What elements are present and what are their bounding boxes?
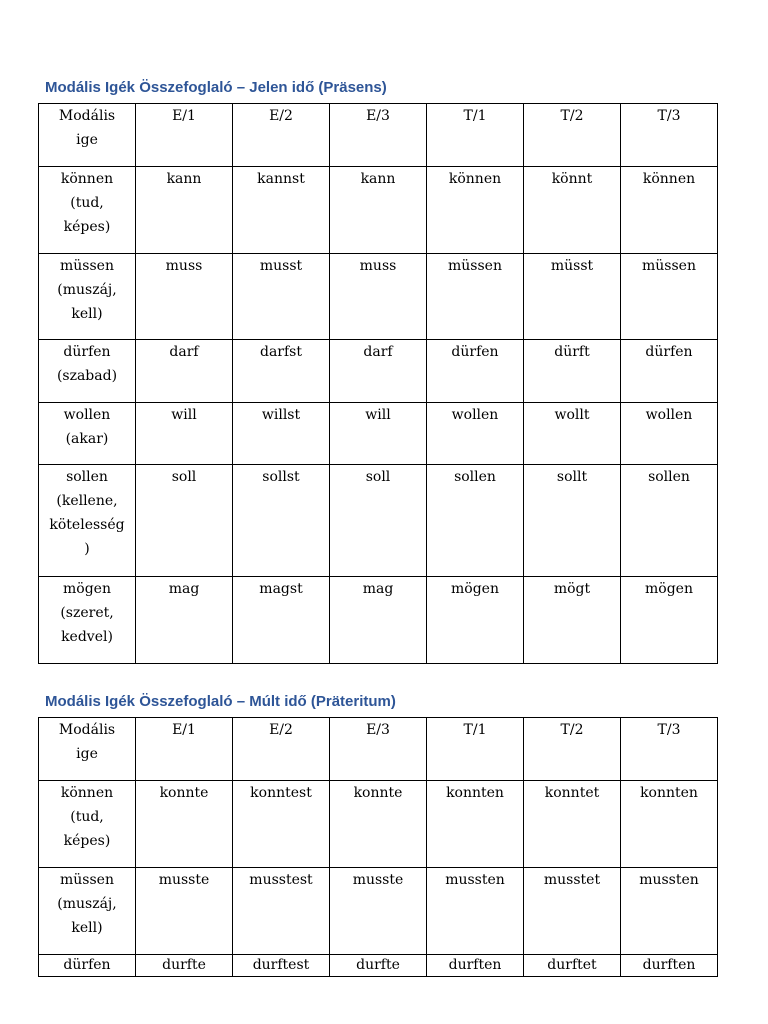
form-cell: mussten <box>621 868 718 955</box>
form-cell: dürfen <box>621 340 718 403</box>
form-cell: können <box>621 167 718 254</box>
verb-text: dürfen <box>63 957 111 973</box>
header-cell-t2: T/2 <box>524 718 621 781</box>
table-prasens <box>38 103 718 664</box>
header-cell-e3: E/3 <box>330 718 427 781</box>
form-cell: kann <box>136 167 233 254</box>
form-cell: dürft <box>524 340 621 403</box>
verb-text: mögen <box>63 581 111 597</box>
header-text: ige <box>76 746 98 762</box>
verb-text: müssen <box>60 872 114 888</box>
form-cell: mag <box>136 577 233 664</box>
form-cell: sollst <box>233 465 330 577</box>
header-cell-e3: E/3 <box>330 104 427 167</box>
form-cell: sollen <box>621 465 718 577</box>
form-cell: muss <box>330 254 427 340</box>
form-cell: konntest <box>233 781 330 868</box>
header-cell-e1: E/1 <box>136 104 233 167</box>
form-cell: müsst <box>524 254 621 340</box>
form-cell: durfte <box>330 955 427 977</box>
form-cell: darfst <box>233 340 330 403</box>
verb-cell <box>39 167 136 254</box>
form-cell: durften <box>427 955 524 977</box>
form-cell: mussten <box>427 868 524 955</box>
form-cell: soll <box>330 465 427 577</box>
header-cell-t3: T/3 <box>621 718 718 781</box>
form-cell: will <box>136 403 233 465</box>
table-row <box>39 781 718 868</box>
header-text: Modális <box>58 722 116 738</box>
verb-text: wollen <box>63 407 111 423</box>
table-row <box>39 340 718 403</box>
form-cell: musst <box>233 254 330 340</box>
verb-text: sollen <box>66 469 108 485</box>
form-cell: sollt <box>524 465 621 577</box>
table-row <box>39 955 718 977</box>
header-text: Modális <box>58 108 116 124</box>
table-header-row <box>39 718 718 781</box>
form-cell: musste <box>136 868 233 955</box>
verb-cell <box>39 254 136 340</box>
table-row <box>39 254 718 340</box>
verb-text: dürfen <box>63 344 111 360</box>
form-cell: musstet <box>524 868 621 955</box>
form-cell: durfte <box>136 955 233 977</box>
form-cell: muss <box>136 254 233 340</box>
form-cell: durftet <box>524 955 621 977</box>
form-cell: dürfen <box>427 340 524 403</box>
form-cell: soll <box>136 465 233 577</box>
section-title-prasens: Modális Igék Összefoglaló – Jelen idő (Präsens) <box>45 79 387 96</box>
form-cell: will <box>330 403 427 465</box>
verb-text: kell) <box>71 920 103 936</box>
form-cell: konnten <box>621 781 718 868</box>
table-prateritum <box>38 717 718 977</box>
header-cell-e2: E/2 <box>233 104 330 167</box>
table-row <box>39 868 718 955</box>
verb-cell <box>39 955 136 977</box>
form-cell: konnten <box>427 781 524 868</box>
header-cell-e1: E/1 <box>136 718 233 781</box>
form-cell: durftest <box>233 955 330 977</box>
verb-text: (akar) <box>65 431 109 447</box>
form-cell: willst <box>233 403 330 465</box>
verb-text: können <box>60 785 114 801</box>
verb-text: kell) <box>71 306 103 322</box>
form-cell: konnte <box>136 781 233 868</box>
verb-text: képes) <box>63 219 111 235</box>
form-cell: musstest <box>233 868 330 955</box>
verb-text: kedvel) <box>61 629 113 645</box>
verb-cell <box>39 781 136 868</box>
verb-cell <box>39 868 136 955</box>
verb-text: (kellene, <box>56 493 118 509</box>
verb-text: (szabad) <box>56 368 118 384</box>
verb-cell <box>39 577 136 664</box>
header-text: ige <box>76 132 98 148</box>
form-cell: müssen <box>427 254 524 340</box>
header-cell-t1: T/1 <box>427 104 524 167</box>
verb-text: (muszáj, <box>57 282 117 298</box>
verb-text: (muszáj, <box>57 896 117 912</box>
table-row <box>39 577 718 664</box>
form-cell: mögt <box>524 577 621 664</box>
verb-text: képes) <box>63 833 111 849</box>
form-cell: magst <box>233 577 330 664</box>
verb-text: (tud, <box>70 809 104 825</box>
form-cell: müssen <box>621 254 718 340</box>
verb-text: müssen <box>60 258 114 274</box>
header-cell-verb <box>39 718 136 781</box>
header-cell-t2: T/2 <box>524 104 621 167</box>
verb-cell <box>39 403 136 465</box>
verb-text: (tud, <box>70 195 104 211</box>
header-cell-e2: E/2 <box>233 718 330 781</box>
header-cell-t3: T/3 <box>621 104 718 167</box>
table-row <box>39 403 718 465</box>
form-cell: könnt <box>524 167 621 254</box>
form-cell: mag <box>330 577 427 664</box>
form-cell: wollen <box>621 403 718 465</box>
form-cell: mögen <box>621 577 718 664</box>
form-cell: mögen <box>427 577 524 664</box>
header-cell-t1: T/1 <box>427 718 524 781</box>
form-cell: wollen <box>427 403 524 465</box>
verb-text: kötelesség <box>49 517 125 533</box>
verb-cell <box>39 465 136 577</box>
form-cell: kann <box>330 167 427 254</box>
form-cell: können <box>427 167 524 254</box>
verb-text: können <box>60 171 114 187</box>
form-cell: sollen <box>427 465 524 577</box>
table-row <box>39 465 718 577</box>
table-header-row <box>39 104 718 167</box>
form-cell: kannst <box>233 167 330 254</box>
form-cell: wollt <box>524 403 621 465</box>
form-cell: darf <box>136 340 233 403</box>
form-cell: darf <box>330 340 427 403</box>
form-cell: konnte <box>330 781 427 868</box>
verb-text: ) <box>84 541 90 557</box>
form-cell: musste <box>330 868 427 955</box>
verb-cell <box>39 340 136 403</box>
header-cell-verb <box>39 104 136 167</box>
section-title-prateritum: Modális Igék Összefoglaló – Múlt idő (Präteritum) <box>45 693 396 710</box>
verb-text: (szeret, <box>60 605 114 621</box>
form-cell: konntet <box>524 781 621 868</box>
table-row <box>39 167 718 254</box>
form-cell: durften <box>621 955 718 977</box>
